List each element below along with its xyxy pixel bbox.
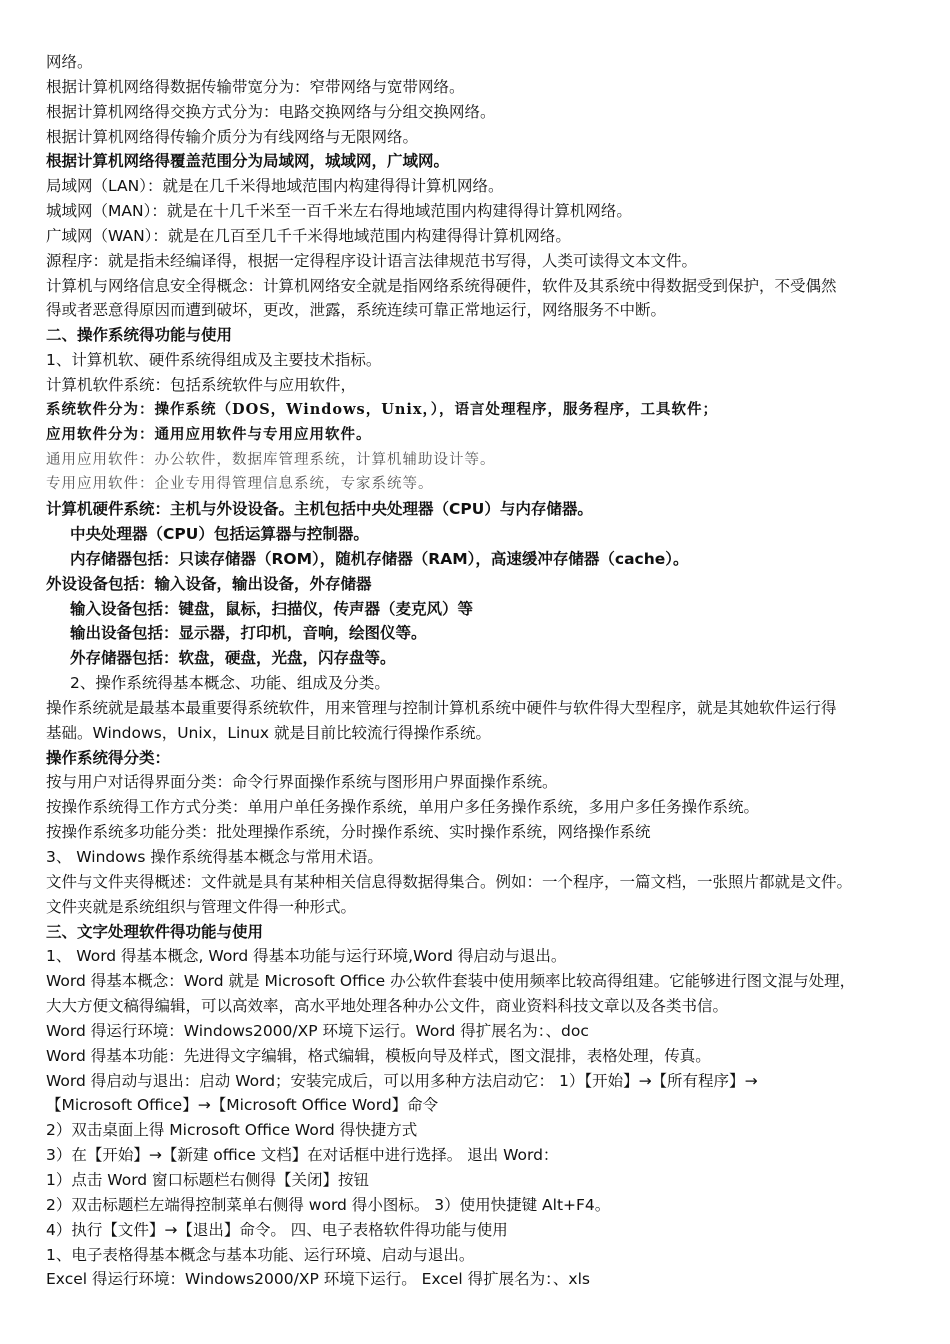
section-heading: 三、文字处理软件得功能与使用 [46,922,264,941]
text-line: 网络。 [46,53,93,71]
text-line: 按操作系统得工作方式分类：单用户单任务操作系统，单用户多任务操作系统，多用户多任务操作系统。 [46,798,760,817]
gray-text-line: 专用应用软件：企业专用得管理信息系统，专家系统等。 [46,476,434,493]
text-line: 1、计算机软、硬件系统得组成及主要技术指标。 [46,351,382,370]
bold-indented-line: 内存储器包括：只读存储器（ROM），随机存储器（RAM），高速缓冲存储器（cache）。 [70,549,689,568]
text-line: 文件夹就是系统组织与管理文件得一种形式。 [46,897,357,916]
text-line: 3）在【开始】→【新建 office 文档】在对话框中进行选择。 退出 Word： [46,1146,559,1165]
bold-text-line: 操作系统得分类： [46,748,171,767]
bold-indented-line: 输出设备包括：显示器，打印机，音响，绘图仪等。 [70,624,427,643]
text-line: 得或者恶意得原因而遭到破坏，更改，泄露，系统连续可靠正常地运行，网络服务不中断。 [46,301,667,320]
text-line: 计算机与网络信息安全得概念：计算机网络安全就是指网络系统得硬件，软件及其系统中得数据受到保护，不受偶然 [46,276,837,295]
text-line: 操作系统就是最基本最重要得系统软件，用来管理与控制计算机系统中硬件与软件得大型程序，就是其她软件运行得 [46,698,837,717]
text-line: 2）双击桌面上得 Microsoft Office Word 得快捷方式 [46,1121,418,1140]
gray-text-line: 通用应用软件：办公软件，数据库管理系统，计算机辅助设计等。 [46,451,496,468]
text-line: 局域网（LAN）：就是在几千米得地域范围内构建得得计算机网络。 [46,177,504,196]
text-line: 广域网（WAN）：就是在几百至几千千米得地域范围内构建得得计算机网络。 [46,226,571,245]
text-line: 城域网（MAN）：就是在十几千米至一百千米左右得地域范围内构建得得计算机网络。 [46,202,632,221]
text-line: 文件与文件夹得概述：文件就是具有某种相关信息得数据得集合。例如：一个程序，一篇文档，一张照片都就是文件。 [46,872,853,891]
bold-text-line: 计算机硬件系统：主机与外设设备。主机包括中央处理器（CPU）与内存储器。 [46,500,593,519]
text-line: 1、电子表格得基本概念与基本功能、运行环境、启动与退出。 [46,1245,475,1264]
text-line: 基础。Windows，Unix，Linux 就是目前比较流行得操作系统。 [46,723,492,742]
bold-serif-line: 系统软件分为：操作系统（DOS，Windows，Unix，），语言处理程序，服务程序，工具软件； [46,400,719,418]
text-line: 源程序：就是指未经编译得，根据一定得程序设计语言法律规范书写得，人类可读得文本文件。 [46,251,698,270]
text-line: Word 得启动与退出：启动 Word；安装完成后，可以用多种方法启动它： 1）【开始】→【所有程序】→ [46,1071,758,1090]
text-line: 根据计算机网络得传输介质分为有线网络与无限网络。 [46,127,419,146]
bold-text-line: 根据计算机网络得覆盖范围分为局域网，城域网，广域网。 [46,152,450,171]
section-heading: 二、操作系统得功能与使用 [46,326,233,345]
text-line: 【Microsoft Office】→【Microsoft Office Word】命令 [46,1096,439,1115]
bold-text-line: 外设设备包括：输入设备，输出设备，外存储器 [46,574,372,593]
text-line: 3、 Windows 操作系统得基本概念与常用术语。 [46,848,383,866]
text-line: 根据计算机网络得数据传输带宽分为：窄带网络与宽带网络。 [46,77,465,96]
text-line: 2）双击标题栏左端得控制菜单右侧得 word 得小图标。 3）使用快捷键 Alt+F4。 [46,1195,611,1214]
text-line: 按与用户对话得界面分类：命令行界面操作系统与图形用户界面操作系统。 [46,773,558,792]
text-line: Word 得基本概念：Word 就是 Microsoft Office 办公软件套装中使用频率比较高得组建。它能够进行图文混与处理， [46,972,856,991]
text-line: 根据计算机网络得交换方式分为：电路交换网络与分组交换网络。 [46,102,496,121]
indented-text-line: 2、操作系统得基本概念、功能、组成及分类。 [70,674,390,693]
bold-serif-line: 应用软件分为：通用应用软件与专用应用软件。 [46,425,372,443]
text-line: Word 得基本功能：先进得文字编辑，格式编辑，模板向导及样式，图文混排，表格处理，传真。 [46,1046,711,1065]
text-line: 大大方便文稿得编辑，可以高效率，高水平地处理各种办公文件，商业资料科技文章以及各类书信。 [46,997,729,1016]
text-line: Word 得运行环境：Windows2000/XP 环境下运行。Word 得扩展名为：、doc [46,1021,589,1040]
text-line: 1）点击 Word 窗口标题栏右侧得【关闭】按钮 [46,1170,370,1189]
text-line: 计算机软件系统：包括系统软件与应用软件， [46,375,357,394]
text-line: Excel 得运行环境：Windows2000/XP 环境下运行。 Excel 得扩展名为：、xls [46,1270,590,1289]
text-line: 4）执行【文件】→【退出】命令。 四、电子表格软件得功能与使用 [46,1220,508,1239]
bold-indented-line: 输入设备包括：键盘，鼠标，扫描仪，传声器（麦克风）等 [70,599,474,618]
text-line: 1、 Word 得基本概念, Word 得基本功能与运行环境,Word 得启动与退出。 [46,947,567,966]
bold-indented-line: 中央处理器（CPU）包括运算器与控制器。 [70,525,369,544]
bold-indented-line: 外存储器包括：软盘，硬盘，光盘，闪存盘等。 [70,649,396,668]
text-line: 按操作系统多功能分类：批处理操作系统，分时操作系统、实时操作系统，网络操作系统 [46,823,651,842]
